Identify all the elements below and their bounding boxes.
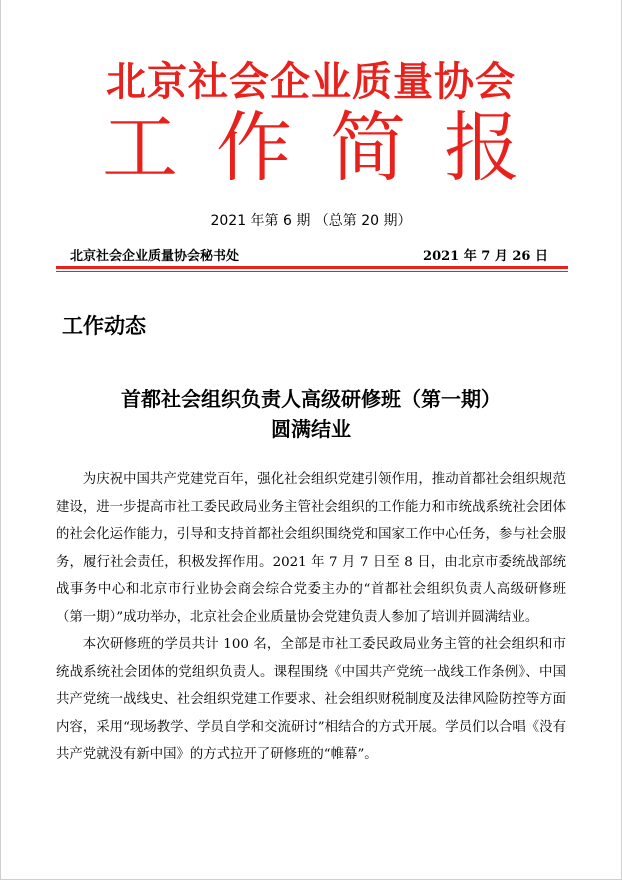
issuer-name: 北京社会企业质量协会秘书处 (70, 249, 240, 264)
article-title-line-2: 圆满结业 (271, 417, 351, 441)
organization-name: 北京社会企业质量协会 (106, 59, 516, 105)
bulletin-title: 工作简报 (102, 103, 558, 192)
section-heading: 工作动态 (62, 314, 146, 338)
article-title (0, 384, 622, 444)
article-paragraph-2: 本次研修班的学员共计 100 名，全部是市社工委民政局业务主管的社会组织和市统战系统社会团体的党组织负责人。课程围绕《中国共产党统一战线工作条例》、中国共产党统一战线史、社会组织党建工作要求、社会组织财税制度及法律风险防控等方面内容，采用“现场教学、学员自学和交流研讨”相结合的方式开展。学员们以合唱《没有共产党就没有新中国》的方式拉开了研修班的“帷幕”。 (56, 637, 566, 762)
issue-number: 2021 年第 6 期 （总第 20 期） (210, 213, 412, 229)
header-rule-thin (56, 271, 568, 272)
article-body (56, 466, 566, 769)
issue-date: 2021 年 7 月 26 日 (423, 249, 548, 264)
header-rule-thick (56, 266, 568, 269)
article-title-line-1: 首都社会组织负责人高级研修班（第一期） (121, 387, 501, 411)
article-paragraph-1: 为庆祝中国共产党建党百年，强化社会组织党建引领作用，推动首都社会组织规范建设，进一步提高市社工委民政局业务主管社会组织的工作能力和市统战系统社会团体的社会化运作能力，引导和支持首都社会组织围绕党和国家工作中心任务，参与社会服务，履行社会责任，积极发挥作用。2021 年 7 月 7 日至 8 日，由北京市委统战部统战事务中心和北京市行业协会商会综合党委主办的“首都社会组织负责人高级研修班（第一期）”成功举办，北京社会企业质量协会党建负责人参加了培训并圆满结业。 (56, 472, 566, 625)
